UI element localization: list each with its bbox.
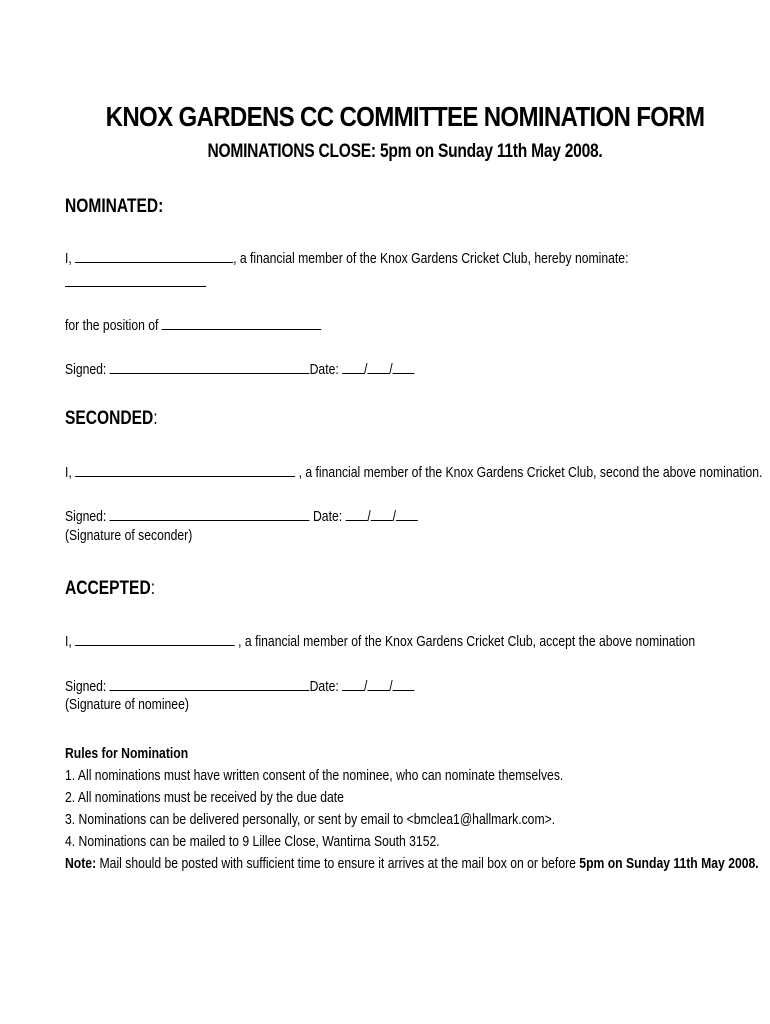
nominee-accept-line [65, 631, 695, 650]
nominator-signature-field[interactable] [110, 359, 310, 374]
signed-label: Signed: [65, 509, 107, 525]
nominator-date-day-field[interactable] [342, 359, 364, 374]
rule-item: 1. All nominations must have written consent of the nominee, who can nominate themselves. [65, 768, 564, 784]
seconded-heading-text: SECONDED [65, 408, 154, 429]
rule-item: 2. All nominations must be received by the due date [65, 790, 344, 806]
signed-label: Signed: [65, 362, 107, 378]
seconder-suffix: , a financial member of the Knox Gardens Cricket Club, second the above nomination. [298, 465, 763, 481]
position-label: for the position of [65, 318, 159, 334]
accepted-heading-colon: : [150, 578, 156, 599]
nominee-date-year-field[interactable] [393, 676, 415, 691]
nominated-heading: NOMINATED: [65, 196, 164, 217]
nominator-signature-line: Signed: Date: / / [65, 359, 414, 378]
nominator-date-year-field[interactable] [393, 359, 415, 374]
nominee-signature-line: Signed: Date: / / [65, 676, 414, 695]
date-label: Date: [313, 509, 343, 525]
nominee-name-field[interactable] [65, 272, 206, 287]
nominee-line [65, 272, 206, 291]
signed-label: Signed: [65, 679, 107, 695]
seconded-heading-colon: : [153, 408, 158, 429]
rule-item: 4. Nominations can be mailed to 9 Lillee Close, Wantirna South 3152. [65, 834, 440, 850]
date-label: Date: [309, 362, 339, 378]
seconder-prefix: I, [65, 465, 72, 481]
note-deadline: 5pm on Sunday 11th May 2008. [579, 856, 759, 872]
nominator-line [65, 248, 628, 267]
seconder-signature-line: Signed: Date: / / [65, 506, 418, 525]
seconder-date-day-field[interactable] [346, 506, 368, 521]
position-line [65, 315, 321, 334]
page-title: KNOX GARDENS CC COMMITTEE NOMINATION FORM [105, 101, 705, 132]
rules-note [65, 856, 759, 872]
closing-notice: NOMINATIONS CLOSE: 5pm on Sunday 11th May 2008. [207, 141, 603, 162]
nominee-signature-note: (Signature of nominee) [65, 697, 189, 713]
seconder-line [65, 462, 762, 481]
nominator-date-month-field[interactable] [367, 359, 389, 374]
nominee-accept-suffix: , a financial member of the Knox Gardens Cricket Club, accept the above nomination [238, 634, 696, 650]
note-label: Note: [65, 856, 97, 872]
accepted-heading-text: ACCEPTED [65, 578, 151, 599]
nominee-signature-field[interactable] [110, 676, 310, 691]
date-label: Date: [309, 679, 339, 695]
nominee-prefix: I, [65, 634, 72, 650]
nominee-accept-name-field[interactable] [75, 631, 235, 646]
seconder-signature-field[interactable] [110, 506, 310, 521]
nominee-date-day-field[interactable] [342, 676, 364, 691]
nominator-prefix: I, [65, 251, 72, 267]
nominator-suffix: , a financial member of the Knox Gardens Cricket Club, hereby nominate: [233, 251, 629, 267]
position-field[interactable] [162, 315, 322, 330]
accepted-heading [65, 578, 155, 600]
rules-title: Rules for Nomination [65, 746, 189, 762]
seconder-date-year-field[interactable] [396, 506, 418, 521]
rule-item: 3. Nominations can be delivered personally, or sent by email to <bmclea1@hallmark.com>. [65, 812, 556, 828]
seconder-name-field[interactable] [75, 462, 295, 477]
seconded-heading [65, 408, 158, 430]
seconder-signature-note: (Signature of seconder) [65, 528, 193, 544]
nominator-name-field[interactable] [75, 248, 233, 263]
note-text: Mail should be posted with sufficient time to ensure it arrives at the mail box on or before [99, 856, 576, 872]
seconder-date-month-field[interactable] [371, 506, 393, 521]
nominee-date-month-field[interactable] [367, 676, 389, 691]
